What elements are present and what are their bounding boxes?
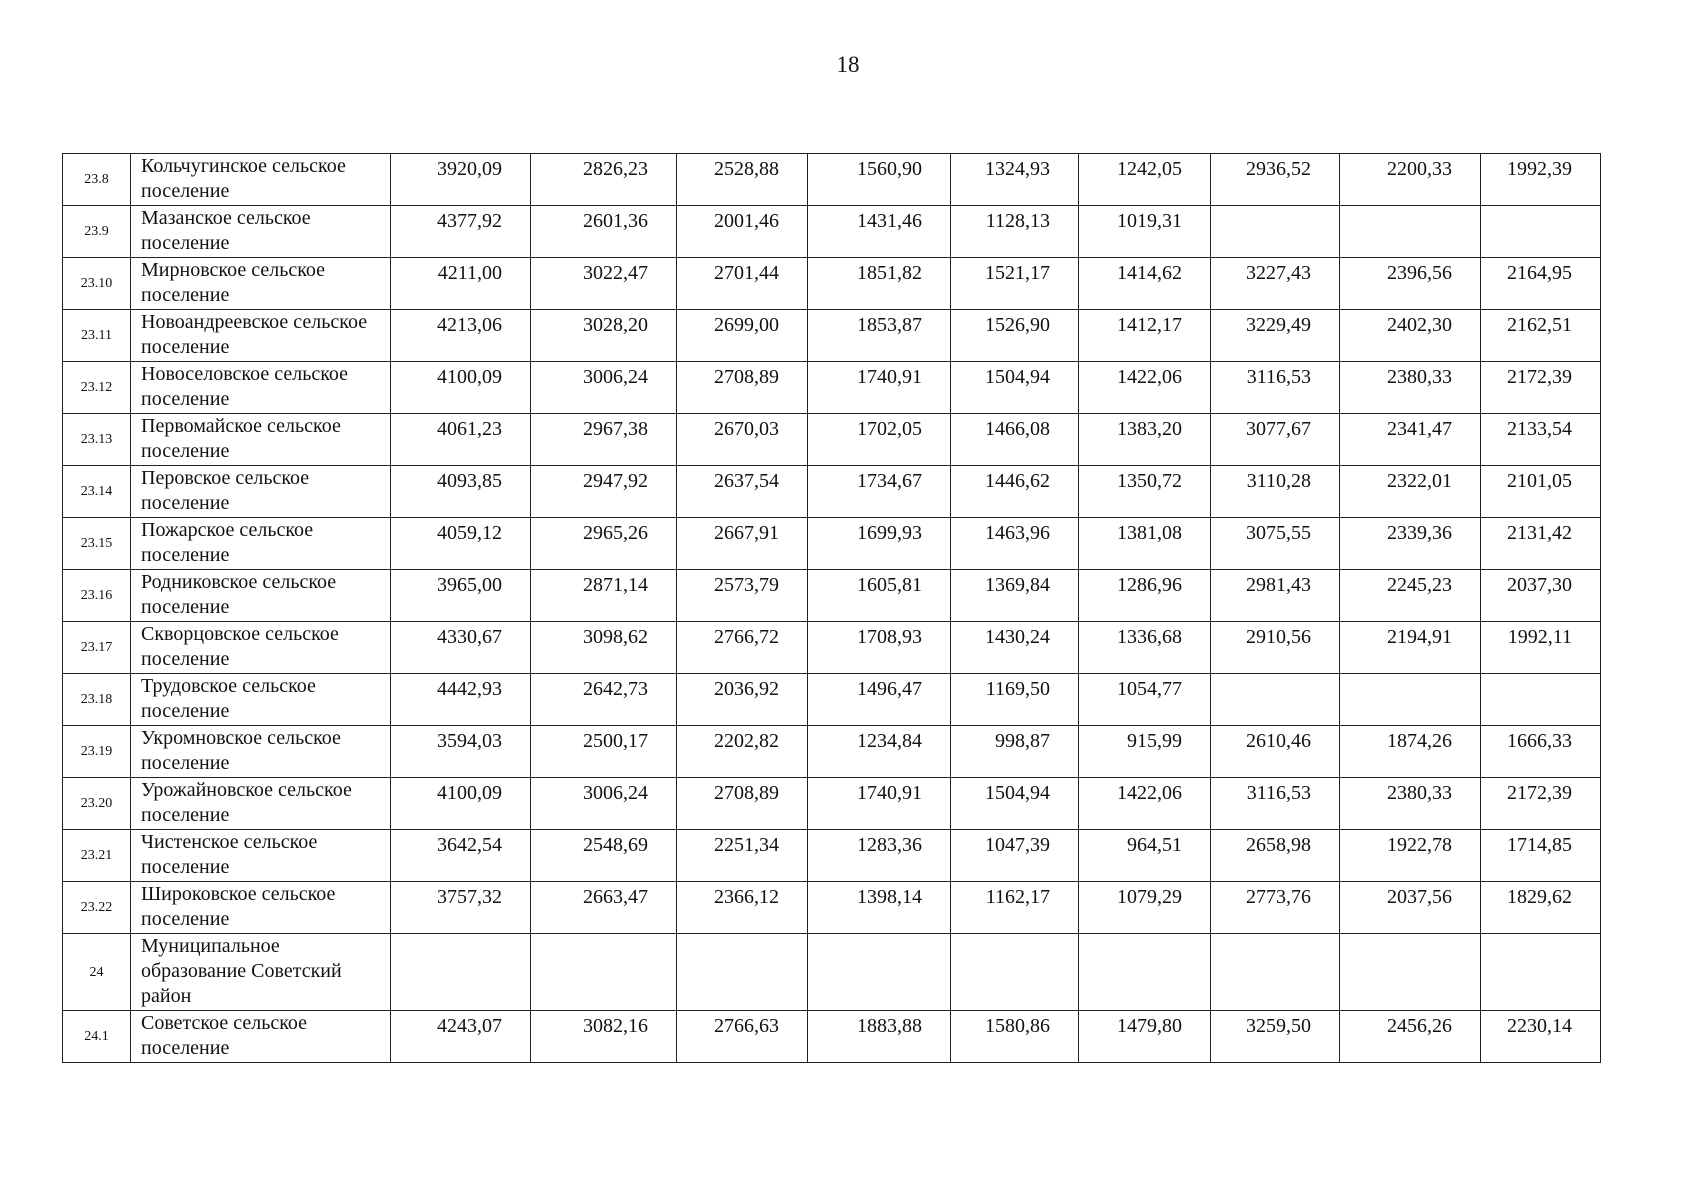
table-row <box>63 414 1601 466</box>
value-cell: 1234,84 <box>808 726 951 778</box>
value-cell: 1412,17 <box>1079 310 1211 362</box>
value-cell: 2245,23 <box>1340 570 1481 622</box>
value-cell: 1422,06 <box>1079 778 1211 830</box>
row-number-cell: 23.12 <box>63 362 131 414</box>
value-cell: 1526,90 <box>951 310 1079 362</box>
value-cell: 1699,93 <box>808 518 951 570</box>
value-cell: 2380,33 <box>1340 362 1481 414</box>
value-cell: 2037,56 <box>1340 882 1481 934</box>
value-cell: 1560,90 <box>808 154 951 206</box>
table-row <box>63 882 1601 934</box>
value-cell: 2162,51 <box>1481 310 1601 362</box>
value-cell: 1479,80 <box>1079 1011 1211 1063</box>
value-cell: 2670,03 <box>677 414 808 466</box>
value-cell <box>531 934 677 1011</box>
value-cell: 3075,55 <box>1211 518 1340 570</box>
value-cell: 2528,88 <box>677 154 808 206</box>
value-cell: 2202,82 <box>677 726 808 778</box>
value-cell: 3642,54 <box>391 830 531 882</box>
value-cell: 2200,33 <box>1340 154 1481 206</box>
settlement-name-cell: Перовское сельское поселение <box>131 466 391 518</box>
value-cell: 2456,26 <box>1340 1011 1481 1063</box>
value-cell: 1383,20 <box>1079 414 1211 466</box>
value-cell: 2402,30 <box>1340 310 1481 362</box>
value-cell: 2667,91 <box>677 518 808 570</box>
value-cell: 1381,08 <box>1079 518 1211 570</box>
value-cell: 1128,13 <box>951 206 1079 258</box>
value-cell: 3965,00 <box>391 570 531 622</box>
value-cell: 2766,63 <box>677 1011 808 1063</box>
value-cell: 1851,82 <box>808 258 951 310</box>
value-cell: 4377,92 <box>391 206 531 258</box>
table-row <box>63 362 1601 414</box>
row-number-cell: 23.13 <box>63 414 131 466</box>
value-cell: 3920,09 <box>391 154 531 206</box>
value-cell: 1504,94 <box>951 362 1079 414</box>
value-cell: 4100,09 <box>391 778 531 830</box>
row-number-cell: 23.9 <box>63 206 131 258</box>
table-row <box>63 1011 1601 1063</box>
value-cell: 3259,50 <box>1211 1011 1340 1063</box>
row-number-cell: 23.19 <box>63 726 131 778</box>
settlement-name-cell: Укромновское сельское поселение <box>131 726 391 778</box>
value-cell: 2642,73 <box>531 674 677 726</box>
settlement-name-cell: Пожарское сельское поселение <box>131 518 391 570</box>
value-cell: 3098,62 <box>531 622 677 674</box>
value-cell: 1463,96 <box>951 518 1079 570</box>
value-cell: 1431,46 <box>808 206 951 258</box>
row-number-cell: 24.1 <box>63 1011 131 1063</box>
value-cell: 2658,98 <box>1211 830 1340 882</box>
value-cell: 2981,43 <box>1211 570 1340 622</box>
value-cell: 2708,89 <box>677 778 808 830</box>
table-row <box>63 674 1601 726</box>
value-cell: 2610,46 <box>1211 726 1340 778</box>
table-row <box>63 726 1601 778</box>
value-cell: 1874,26 <box>1340 726 1481 778</box>
table-row <box>63 934 1601 1011</box>
value-cell: 2131,42 <box>1481 518 1601 570</box>
settlement-name-cell: Советское сельское поселение <box>131 1011 391 1063</box>
value-cell: 1242,05 <box>1079 154 1211 206</box>
value-cell: 1521,17 <box>951 258 1079 310</box>
value-cell: 4100,09 <box>391 362 531 414</box>
value-cell: 3229,49 <box>1211 310 1340 362</box>
value-cell <box>1481 674 1601 726</box>
value-cell: 1286,96 <box>1079 570 1211 622</box>
settlement-name-cell: Первомайское сельское поселение <box>131 414 391 466</box>
value-cell: 2380,33 <box>1340 778 1481 830</box>
value-cell: 1369,84 <box>951 570 1079 622</box>
value-cell: 3110,28 <box>1211 466 1340 518</box>
row-number-cell: 23.14 <box>63 466 131 518</box>
table-row <box>63 570 1601 622</box>
value-cell <box>1340 934 1481 1011</box>
row-number-cell: 23.20 <box>63 778 131 830</box>
row-number-cell: 24 <box>63 934 131 1011</box>
value-cell: 1605,81 <box>808 570 951 622</box>
row-number-cell: 23.22 <box>63 882 131 934</box>
value-cell: 2947,92 <box>531 466 677 518</box>
value-cell <box>1211 674 1340 726</box>
value-cell: 1336,68 <box>1079 622 1211 674</box>
value-cell: 1054,77 <box>1079 674 1211 726</box>
page-number: 18 <box>836 52 860 77</box>
value-cell <box>951 934 1079 1011</box>
settlement-name-cell: Новоселовское сельское поселение <box>131 362 391 414</box>
settlement-name-cell: Родниковское сельское поселение <box>131 570 391 622</box>
value-cell: 2001,46 <box>677 206 808 258</box>
value-cell: 2172,39 <box>1481 778 1601 830</box>
table-body <box>63 154 1601 1063</box>
value-cell: 2396,56 <box>1340 258 1481 310</box>
table-row <box>63 830 1601 882</box>
value-cell: 4061,23 <box>391 414 531 466</box>
value-cell: 1580,86 <box>951 1011 1079 1063</box>
value-cell <box>1211 206 1340 258</box>
value-cell: 1162,17 <box>951 882 1079 934</box>
value-cell: 2133,54 <box>1481 414 1601 466</box>
value-cell <box>1481 206 1601 258</box>
value-cell: 2500,17 <box>531 726 677 778</box>
row-number-cell: 23.18 <box>63 674 131 726</box>
value-cell: 1922,78 <box>1340 830 1481 882</box>
value-cell: 1853,87 <box>808 310 951 362</box>
settlement-name-cell: Урожайновское сельское поселение <box>131 778 391 830</box>
value-cell: 2366,12 <box>677 882 808 934</box>
row-number-cell: 23.21 <box>63 830 131 882</box>
value-cell: 2164,95 <box>1481 258 1601 310</box>
value-cell: 3022,47 <box>531 258 677 310</box>
value-cell: 1992,11 <box>1481 622 1601 674</box>
value-cell: 3116,53 <box>1211 362 1340 414</box>
value-cell: 1019,31 <box>1079 206 1211 258</box>
value-cell: 2322,01 <box>1340 466 1481 518</box>
value-cell: 2910,56 <box>1211 622 1340 674</box>
value-cell: 4211,00 <box>391 258 531 310</box>
value-cell: 1283,36 <box>808 830 951 882</box>
value-cell: 1430,24 <box>951 622 1079 674</box>
value-cell: 1398,14 <box>808 882 951 934</box>
value-cell: 2548,69 <box>531 830 677 882</box>
value-cell: 3006,24 <box>531 778 677 830</box>
table-row <box>63 206 1601 258</box>
value-cell: 1324,93 <box>951 154 1079 206</box>
value-cell: 1740,91 <box>808 778 951 830</box>
value-cell: 2699,00 <box>677 310 808 362</box>
value-cell: 1350,72 <box>1079 466 1211 518</box>
table-row <box>63 258 1601 310</box>
value-cell: 2936,52 <box>1211 154 1340 206</box>
row-number-cell: 23.8 <box>63 154 131 206</box>
settlement-name-cell: Трудовское сельское поселение <box>131 674 391 726</box>
row-number-cell: 23.11 <box>63 310 131 362</box>
value-cell: 2663,47 <box>531 882 677 934</box>
value-cell: 2965,26 <box>531 518 677 570</box>
table-row <box>63 154 1601 206</box>
value-cell: 2601,36 <box>531 206 677 258</box>
value-cell: 1666,33 <box>1481 726 1601 778</box>
value-cell: 2766,72 <box>677 622 808 674</box>
row-number-cell: 23.16 <box>63 570 131 622</box>
value-cell: 1422,06 <box>1079 362 1211 414</box>
value-cell: 1702,05 <box>808 414 951 466</box>
value-cell: 4093,85 <box>391 466 531 518</box>
value-cell: 4442,93 <box>391 674 531 726</box>
value-cell: 1992,39 <box>1481 154 1601 206</box>
value-cell: 4213,06 <box>391 310 531 362</box>
value-cell: 1047,39 <box>951 830 1079 882</box>
value-cell: 2701,44 <box>677 258 808 310</box>
value-cell: 3077,67 <box>1211 414 1340 466</box>
value-cell: 2230,14 <box>1481 1011 1601 1063</box>
value-cell: 2037,30 <box>1481 570 1601 622</box>
value-cell <box>808 934 951 1011</box>
value-cell: 1708,93 <box>808 622 951 674</box>
value-cell: 2637,54 <box>677 466 808 518</box>
table-row <box>63 466 1601 518</box>
value-cell: 2708,89 <box>677 362 808 414</box>
value-cell: 2773,76 <box>1211 882 1340 934</box>
value-cell: 3082,16 <box>531 1011 677 1063</box>
value-cell: 1496,47 <box>808 674 951 726</box>
value-cell: 1504,94 <box>951 778 1079 830</box>
value-cell: 1169,50 <box>951 674 1079 726</box>
value-cell: 964,51 <box>1079 830 1211 882</box>
value-cell: 1714,85 <box>1481 830 1601 882</box>
value-cell: 2194,91 <box>1340 622 1481 674</box>
value-cell: 1466,08 <box>951 414 1079 466</box>
settlement-name-cell: Чистенское сельское поселение <box>131 830 391 882</box>
value-cell: 2339,36 <box>1340 518 1481 570</box>
settlement-name-cell: Мирновское сельское поселение <box>131 258 391 310</box>
row-number-cell: 23.17 <box>63 622 131 674</box>
value-cell: 3757,32 <box>391 882 531 934</box>
value-cell <box>677 934 808 1011</box>
value-cell: 3028,20 <box>531 310 677 362</box>
value-cell: 2573,79 <box>677 570 808 622</box>
value-cell: 2341,47 <box>1340 414 1481 466</box>
table-row <box>63 518 1601 570</box>
value-cell: 1829,62 <box>1481 882 1601 934</box>
value-cell: 1883,88 <box>808 1011 951 1063</box>
value-cell: 2251,34 <box>677 830 808 882</box>
value-cell: 915,99 <box>1079 726 1211 778</box>
value-cell <box>1079 934 1211 1011</box>
value-cell: 4243,07 <box>391 1011 531 1063</box>
value-cell: 2871,14 <box>531 570 677 622</box>
value-cell <box>1340 206 1481 258</box>
value-cell: 1079,29 <box>1079 882 1211 934</box>
value-cell: 3116,53 <box>1211 778 1340 830</box>
settlement-name-cell: Новоандреевское сельское поселение <box>131 310 391 362</box>
settlement-name-cell: Кольчугинское сельское поселение <box>131 154 391 206</box>
value-cell: 2172,39 <box>1481 362 1601 414</box>
value-cell: 3006,24 <box>531 362 677 414</box>
value-cell: 3594,03 <box>391 726 531 778</box>
value-cell: 1740,91 <box>808 362 951 414</box>
value-cell: 2826,23 <box>531 154 677 206</box>
value-cell <box>1340 674 1481 726</box>
table-row <box>63 622 1601 674</box>
value-cell: 1414,62 <box>1079 258 1211 310</box>
value-cell <box>391 934 531 1011</box>
value-cell: 2036,92 <box>677 674 808 726</box>
value-cell: 4330,67 <box>391 622 531 674</box>
value-cell: 2967,38 <box>531 414 677 466</box>
table-row <box>63 310 1601 362</box>
value-cell: 4059,12 <box>391 518 531 570</box>
settlement-name-cell: Мазанское сельское поселение <box>131 206 391 258</box>
value-cell: 3227,43 <box>1211 258 1340 310</box>
value-cell: 1446,62 <box>951 466 1079 518</box>
value-cell: 998,87 <box>951 726 1079 778</box>
settlement-name-cell: Муниципальное образование Советский район <box>131 934 391 1011</box>
settlement-name-cell: Широковское сельское поселение <box>131 882 391 934</box>
row-number-cell: 23.15 <box>63 518 131 570</box>
tariff-table <box>62 153 1601 1063</box>
value-cell: 1734,67 <box>808 466 951 518</box>
value-cell <box>1481 934 1601 1011</box>
settlement-name-cell: Скворцовское сельское поселение <box>131 622 391 674</box>
value-cell: 2101,05 <box>1481 466 1601 518</box>
table-row <box>63 778 1601 830</box>
value-cell <box>1211 934 1340 1011</box>
row-number-cell: 23.10 <box>63 258 131 310</box>
